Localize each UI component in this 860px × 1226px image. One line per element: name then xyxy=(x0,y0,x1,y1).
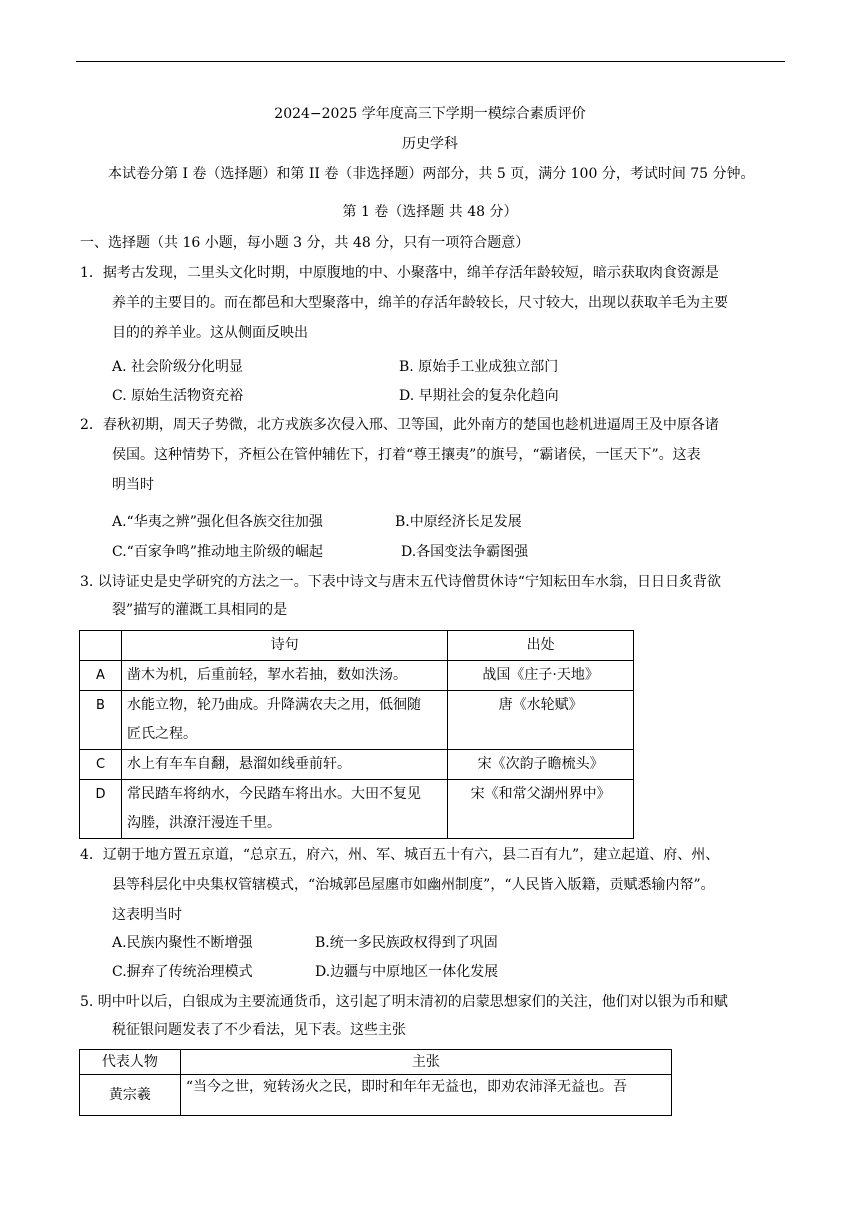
q3-line-1: 3. 以诗证史是史学研究的方法之一。下表中诗文与唐末五代诗僧贯休诗“宁知耘田车水翁，日日日炙背欲 xyxy=(80,574,721,590)
q2-line-2: 侯国。这种情势下，齐桓公在管仲辅佐下，打着“尊王攘夷”的旗号，“霸诸侯，一匡天下”。这表 xyxy=(112,447,701,463)
q5-row-person: 黄宗羲 xyxy=(80,1075,181,1116)
table-row xyxy=(80,1075,672,1116)
q1-line-3: 目的的养羊业。这从侧面反映出 xyxy=(112,325,308,341)
q2-option-c[interactable]: C.“百家争鸣”推动地主阶级的崛起 xyxy=(112,544,323,560)
q4-line-3: 这表明当时 xyxy=(112,907,182,923)
q5-table-header xyxy=(80,1050,672,1075)
q3-row-source: 宋《和常父湖州界中》 xyxy=(448,780,634,839)
q5-row-claim: “当今之世，宛转汤火之民，即时和年年无益也，即劝农沛泽无益也。吾 xyxy=(180,1075,671,1116)
q3-row-source: 战国《庄子·天地》 xyxy=(448,661,634,691)
q4-option-b[interactable]: B.统一多民族政权得到了巩固 xyxy=(315,935,498,951)
table-row xyxy=(80,691,634,750)
q2-line-3: 明当时 xyxy=(112,477,154,493)
q3-row-label: A xyxy=(80,661,122,691)
q2-line-1: 2．春秋初期，周天子势微，北方戎族多次侵入邢、卫等国，此外南方的楚国也趁机进逼周王及中原各诸 xyxy=(80,417,719,433)
q5-header-claim: 主张 xyxy=(180,1050,671,1075)
q3-row-label: D xyxy=(80,780,122,839)
top-rule xyxy=(76,61,785,62)
q3-header-blank xyxy=(80,631,122,661)
q3-row-poem xyxy=(121,780,447,839)
q1-line-1: 1．据考古发现，二里头文化时期，中原腹地的中、小聚落中，绵羊存活年龄较短，暗示获取肉食资源是 xyxy=(80,265,719,281)
exam-title: 2024−2025 学年度高三下学期一模综合素质评价 xyxy=(274,106,586,122)
q3-row-poem xyxy=(121,691,447,750)
q3-poem-line: 水能立物，轮乃曲成。升降满农夫之用，低徊随 xyxy=(126,697,421,713)
q1-option-c[interactable]: C. 原始生活物资充裕 xyxy=(112,388,244,404)
q3-row-source: 唐《水轮赋》 xyxy=(448,691,634,750)
q3-row-poem xyxy=(121,750,447,780)
part1-heading: 第 1 卷（选择题 共 48 分） xyxy=(342,204,518,220)
q3-row-label: C xyxy=(80,750,122,780)
q4-option-a[interactable]: A.民族内聚性不断增强 xyxy=(112,935,253,951)
q1-option-a[interactable]: A. 社会阶级分化明显 xyxy=(112,359,244,375)
q3-line-2: 裂”描写的灌溉工具相同的是 xyxy=(112,602,288,618)
q3-poem-line: 水上有车车自翻，悬溜如线垂前轩。 xyxy=(126,756,351,772)
table-row xyxy=(80,780,634,839)
q2-option-b[interactable]: B.中原经济长足发展 xyxy=(395,514,522,530)
q1-line-2: 养羊的主要目的。而在都邑和大型聚落中，绵羊的存活年龄较长，尺寸较大，出现以获取羊毛为主要 xyxy=(112,295,728,311)
table-row xyxy=(80,750,634,780)
q2-option-a[interactable]: A.“华夷之辨”强化但各族交往加强 xyxy=(112,514,323,530)
q4-option-d[interactable]: D.边疆与中原地区一体化发展 xyxy=(315,964,499,980)
q5-table xyxy=(79,1049,672,1116)
q1-option-b[interactable]: B. 原始手工业成独立部门 xyxy=(399,359,559,375)
q1-option-d[interactable]: D. 早期社会的复杂化趋向 xyxy=(399,388,559,404)
q3-table xyxy=(79,630,634,839)
q3-table-header xyxy=(80,631,634,661)
q3-row-source: 宋《次韵子瞻梳头》 xyxy=(448,750,634,780)
table-row xyxy=(80,661,634,691)
q4-line-1: 4．辽朝于地方置五京道，“总京五，府六，州、军、城百五十有六，县二百有九”，建立起道、府、州、 xyxy=(80,847,720,863)
section1-heading: 一、选择题（共 16 小题，每小题 3 分，共 48 分，只有一项符合题意） xyxy=(80,235,530,251)
q3-poem-line: 常民踏车将纳水，今民踏车将出水。大田不复见 xyxy=(126,786,421,802)
q4-line-2: 县等科层化中央集权管辖模式，“治城郭邑屋廛市如幽州制度”，“人民皆入版籍，贡赋悉输内帑”。 xyxy=(112,877,715,893)
q3-poem-line: 凿木为机，后重前轻，挈水若抽，数如泆汤。 xyxy=(126,667,407,683)
q3-header-source: 出处 xyxy=(448,631,634,661)
q2-option-d[interactable]: D.各国变法争霸图强 xyxy=(401,544,529,560)
q3-row-label: B xyxy=(80,691,122,750)
q5-line-2: 税征银问题发表了不少看法，见下表。这些主张 xyxy=(112,1022,406,1038)
q3-poem-line: 匠氏之程。 xyxy=(126,726,197,742)
q5-header-person: 代表人物 xyxy=(80,1050,181,1075)
subject-title: 历史学科 xyxy=(402,136,458,152)
exam-intro: 本试卷分第 I 卷（选择题）和第 II 卷（非选择题）两部分，共 5 页，满分 100 分，考试时间 75 分钟。 xyxy=(108,166,755,182)
q3-header-poem: 诗句 xyxy=(121,631,447,661)
q4-option-c[interactable]: C.摒弃了传统治理模式 xyxy=(112,964,253,980)
q3-poem-line: 沟塍，洪潦汗漫连千里。 xyxy=(126,815,281,831)
q3-row-poem xyxy=(121,661,447,691)
q5-line-1: 5. 明中叶以后，白银成为主要流通货币，这引起了明末清初的启蒙思想家们的关注，他们对以银为币和赋 xyxy=(80,994,728,1010)
